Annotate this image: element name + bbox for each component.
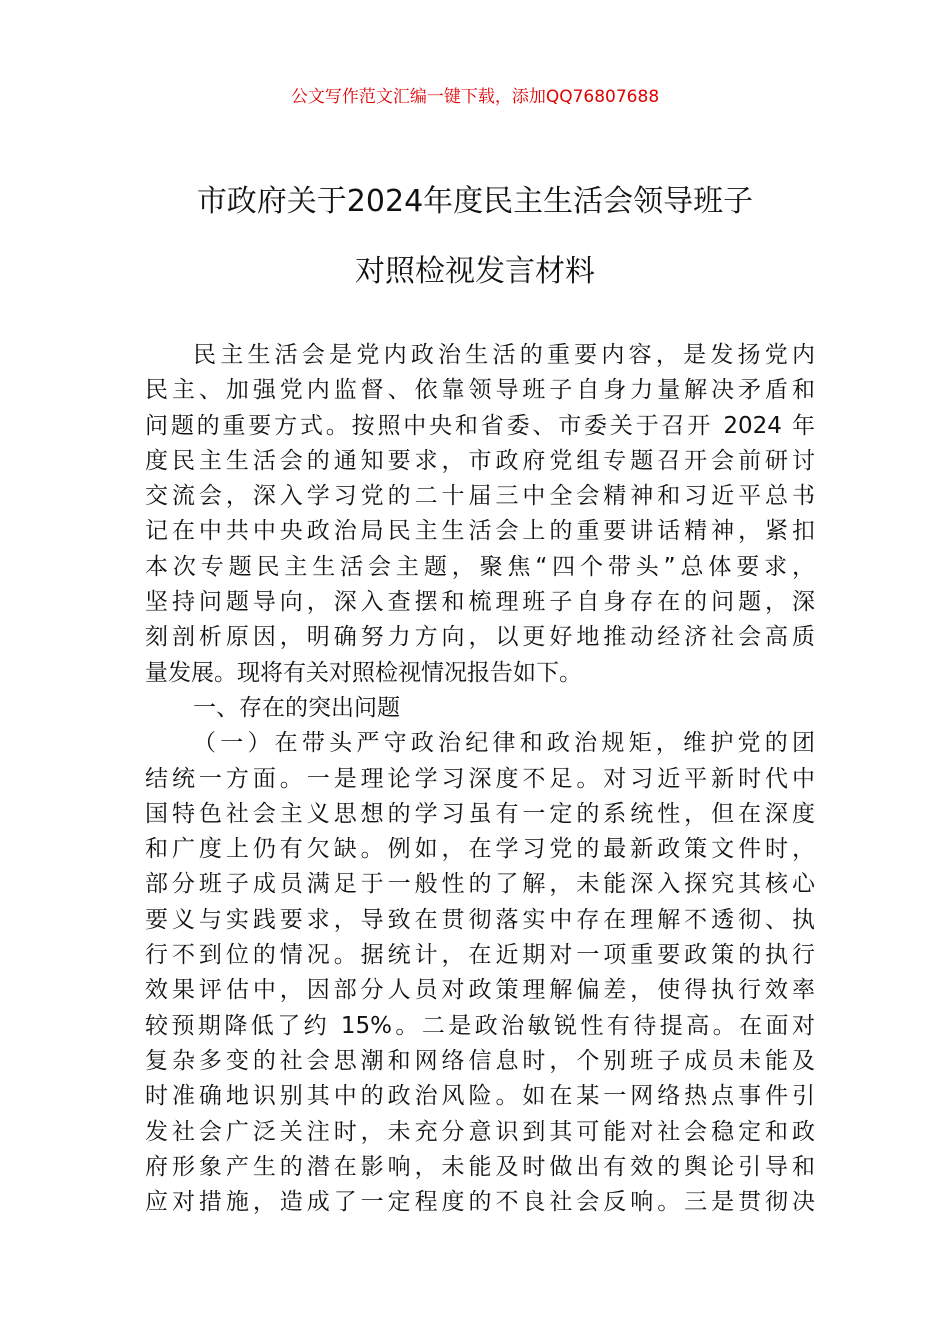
paragraph-line: 刻剖析原因，明确努力方向，以更好地推动经济社会高质 [145,624,815,651]
paragraph-line: 府形象产生的潜在影响，未能及时做出有效的舆论引导和 [145,1153,815,1180]
paragraph-line: 应对措施，造成了一定程度的不良社会反响。三是贯彻决 [145,1189,815,1216]
document-title-line-1: 市政府关于2024年度民主生活会领导班子 [196,184,754,219]
paragraph-line: 结统一方面。一是理论学习深度不足。对习近平新时代中 [145,765,815,792]
paragraph-line: 要义与实践要求，导致在贯彻落实中存在理解不透彻、执 [145,906,815,933]
paragraph-line: 和广度上仍有欠缺。例如，在学习党的最新政策文件时， [145,836,815,863]
paragraph-line: 交流会，深入学习党的二十届三中全会精神和习近平总书 [145,483,815,510]
paragraph-line: 较预期降低了约 15%。二是政治敏锐性有待提高。在面对 [145,1012,815,1039]
paragraph-line: 记在中共中央政治局民主生活会上的重要讲话精神，紧扣 [145,518,815,545]
download-notice: 公文写作范文汇编一键下载，添加QQ76807688 [290,87,660,107]
paragraph-line: 度民主生活会的通知要求，市政府党组专题召开会前研讨 [145,447,815,474]
document-title-line-2: 对照检视发言材料 [355,254,595,289]
paragraph-line: 时准确地识别其中的政治风险。如在某一网络热点事件引 [145,1083,815,1110]
paragraph-line: （一）在带头严守政治纪律和政治规矩，维护党的团 [193,730,815,757]
paragraph-line: 坚持问题导向，深入查摆和梳理班子自身存在的问题，深 [145,589,815,616]
paragraph-line: 量发展。现将有关对照检视情况报告如下。 [145,659,582,686]
paragraph-line: 民主生活会是党内政治生活的重要内容，是发扬党内 [193,342,815,368]
paragraph-line: 本次专题民主生活会主题，聚焦“四个带头”总体要求， [145,553,815,580]
paragraph-line: 部分班子成员满足于一般性的了解，未能深入探究其核心 [145,871,815,898]
document-body [145,338,815,1220]
paragraph-line: 民主、加强党内监督、依靠领导班子自身力量解决矛盾和 [145,377,815,404]
paragraph-line: 问题的重要方式。按照中央和省委、市委关于召开 2024 年 [145,412,815,439]
paragraph-line: 国特色社会主义思想的学习虽有一定的系统性，但在深度 [145,800,815,827]
paragraph-line: 行不到位的情况。据统计，在近期对一项重要政策的执行 [145,942,815,969]
section-heading: 一、存在的突出问题 [193,694,400,721]
paragraph-line: 发社会广泛关注时，未充分意识到其可能对社会稳定和政 [145,1118,815,1145]
paragraph-line: 复杂多变的社会思潮和网络信息时，个别班子成员未能及 [145,1047,815,1074]
paragraph-line: 效果评估中，因部分人员对政策理解偏差，使得执行效率 [145,977,815,1004]
